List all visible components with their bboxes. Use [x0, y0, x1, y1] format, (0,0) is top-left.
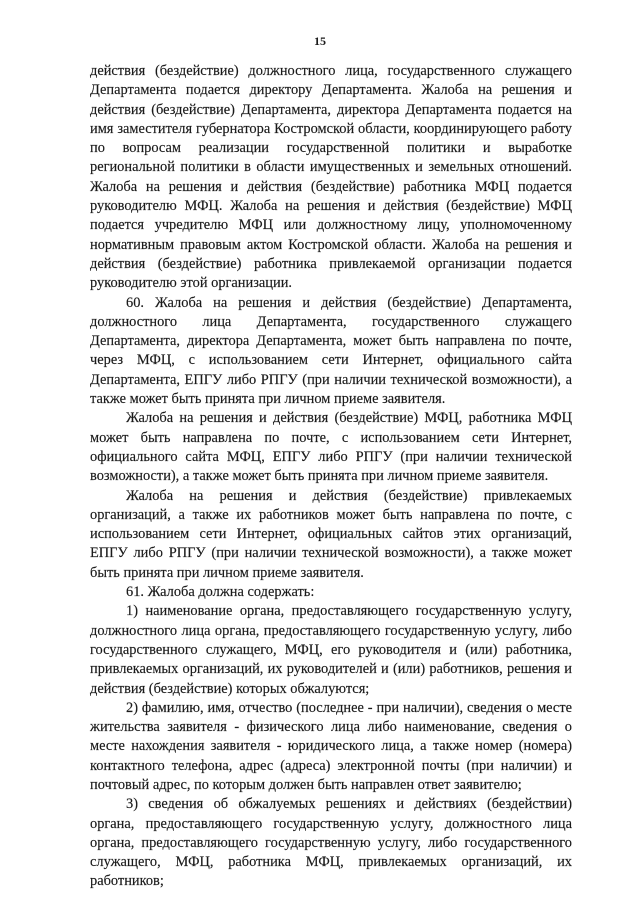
- paragraph-organizations-complaint: Жалоба на решения и действия (бездействие) привлекаемых организаций, а также их работников может быть направлена по почте, с использованием сети Интернет, официальных сайтов этих организаций, ЕПГУ либо РПГУ (при наличии технической возможности), а также может быть принята при личном приеме заявителя.: [90, 487, 572, 581]
- paragraph-continuation: действия (бездействие) должностного лица, государственного служащего Департамента подается директору Департамента. Жалоба на решения и действия (бездействие) Департамента, директора Департамента подается на имя заместителя губернатора Костромской области, координирующего работу по вопросам реализации государственной политики и выработке региональной политики в области имущественных и земельных отношений. Жалоба на решения и действия (бездействие) работника МФЦ подается руководителю МФЦ. Жалоба на решения и действия (бездействие) МФЦ подается учредителю МФЦ или должностному лицу, уполномоченному нормативным правовым актом Костромской области. Жалоба на решения и действия (бездействие) работника привлекаемой организации подается руководителю этой организации.: [90, 63, 572, 292]
- document-body: [90, 62, 572, 892]
- page-number: 15: [314, 34, 326, 48]
- list-item-3: 3) сведения об обжалуемых решениях и действиях (бездействии) органа, предоставляющего государственную услугу, должностного лица органа, предоставляющего государственную услугу, либо государственного служащего, МФЦ, работника МФЦ, привлекаемых организаций, их работников;: [90, 796, 572, 890]
- paragraph-61: 61. Жалоба должна содержать:: [126, 584, 315, 601]
- paragraph-mfc-complaint: Жалоба на решения и действия (бездействие) МФЦ, работника МФЦ может быть направлена по почте, с использованием сети Интернет, официального сайта МФЦ, ЕПГУ либо РПГУ (при наличии технической возможности), а также может быть принята при личном приеме заявителя.: [90, 410, 572, 485]
- list-item-2: 2) фамилию, имя, отчество (последнее - при наличии), сведения о месте жительства заявителя - физического лица либо наименование, сведения о месте нахождения заявителя - юридического лица, а также номер (номера) контактного телефона, адрес (адреса) электронной почты (при наличии) и почтовый адрес, по которым должен быть направлен ответ заявителю;: [90, 699, 572, 793]
- list-item-1: 1) наименование органа, предоставляющего государственную услугу, должностного лица органа, предоставляющего государственную услугу, либо государственного служащего, МФЦ, его руководителя и (или) работника, привлекаемых организаций, их руководителей и (или) работников, решения и действия (бездействие) которых обжалуются;: [90, 603, 572, 697]
- paragraph-60: 60. Жалоба на решения и действия (бездействие) Департамента, должностного лица Департамента, государственного служащего Департамента, директора Департамента, может быть направлена по почте, через МФЦ, с использованием сети Интернет, официального сайта Департамента, ЕПГУ либо РПГУ (при наличии технической возможности), а также может быть принята при личном приеме заявителя.: [90, 294, 572, 408]
